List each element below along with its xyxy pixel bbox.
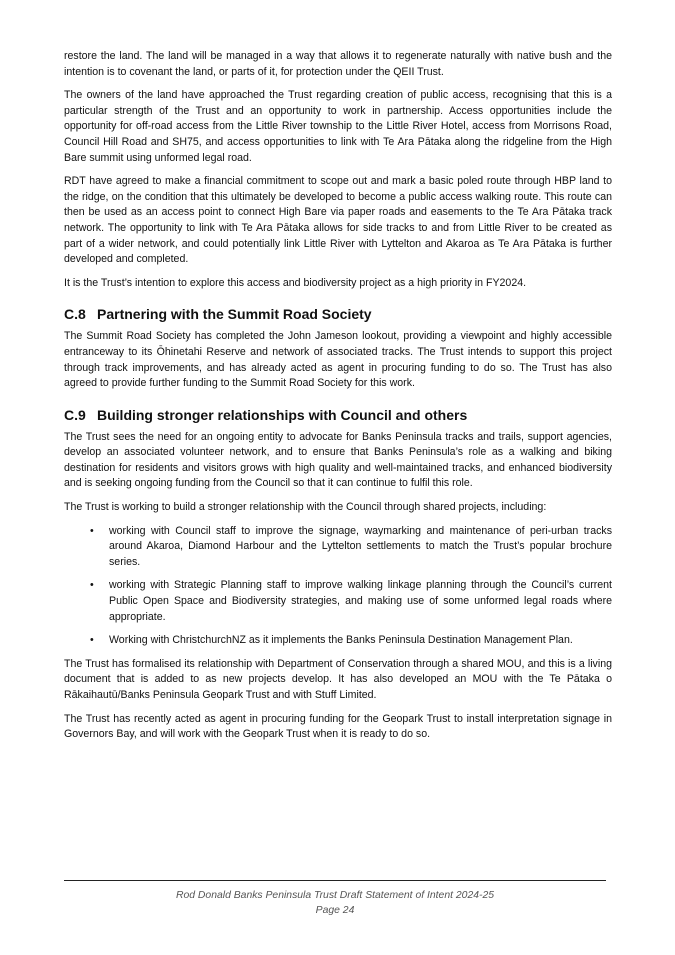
section-title: Building stronger relationships with Council and others: [97, 406, 468, 423]
list-item-text: Working with ChristchurchNZ as it implements the Banks Peninsula Destination Management Plan.: [109, 634, 573, 647]
page-body: [64, 49, 612, 751]
section-heading-c9: [64, 406, 612, 424]
footer-divider: [64, 880, 606, 881]
section-title: Partnering with the Summit Road Society: [97, 306, 372, 323]
body-paragraph: The Trust has formalised its relationship with Department of Conservation through a shared MOU, and this is a living document that is added to as new projects develop. It has also developed an MOU with the Te Pātaka o Rākaihautū/Banks Peninsula Geopark Trust and with Stuff Limited.: [64, 657, 612, 701]
bullet-icon: •: [90, 524, 94, 537]
bullet-icon: •: [90, 634, 94, 647]
section-number: C.8: [64, 306, 86, 323]
list-item-text: working with Strategic Planning staff to improve walking linkage planning through the Council’s current Public Open Space and Biodiversity strategies, and making use of some unformed legal roads where appropriate.: [109, 579, 612, 623]
page-footer: [64, 888, 606, 918]
body-paragraph: The Trust sees the need for an ongoing entity to advocate for Banks Peninsula tracks and trails, support agencies, develop an associated volunteer network, and to ensure that Banks Peninsula’s role as a walking and biking destination for residents and visitors grows with high quality and well-maintained tracks, and enhanced biodiversity and is seeking ongoing funding from the Council so that it can continue to fulfil this role.: [64, 430, 612, 490]
list-item-text: working with Council staff to improve the signage, waymarking and maintenance of peri-urban tracks around Akaroa, Diamond Harbour and the Lyttelton settlements to match the Trust’s popular brochure series.: [109, 524, 612, 568]
body-paragraph: RDT have agreed to make a financial commitment to scope out and mark a basic poled route through HBP land to the ridge, on the condition that this ultimately be developed to become a public access walking route. This route can then be used as an access point to connect High Bare via paper roads and easements to the Te Ara Pātaka track network. The opportunity to link with Te Ara Pātaka allows for side tracks to and from Little River to be created as part of a wider network, and could potentially link Little River with Lyttelton and Akaroa as Te Ara Pātaka is further developed and completed.: [64, 175, 612, 266]
list-item: [64, 633, 612, 649]
bullet-icon: •: [90, 579, 94, 592]
projects-bullet-list: [64, 524, 612, 649]
body-paragraph: The Summit Road Society has completed the John Jameson lookout, providing a viewpoint and highly accessible entranceway to its Ōhinetahi Reserve and network of associated tracks. The Trust intends to support this project through track improvements, and has already acted as agent in procuring funding to do so. The Trust has also agreed to provide further funding to the Summit Road Society for this work.: [64, 330, 612, 390]
body-paragraph: The Trust is working to build a stronger relationship with the Council through shared projects, including:: [64, 501, 547, 514]
body-paragraph: The Trust has recently acted as agent in procuring funding for the Geopark Trust to install interpretation signage in Governors Bay, and will work with the Geopark Trust when it is ready to do so.: [64, 712, 612, 741]
section-number: C.9: [64, 406, 86, 423]
footer-page-number: Page 24: [315, 905, 355, 916]
section-heading-c8: [64, 305, 612, 323]
list-item: [64, 524, 612, 571]
list-item: [64, 578, 612, 625]
body-paragraph: restore the land. The land will be managed in a way that allows it to regenerate naturally with native bush and the intention is to covenant the land, or parts of it, for protection under the QEII Trust.: [64, 50, 612, 78]
body-paragraph: It is the Trust’s intention to explore this access and biodiversity project as a high priority in FY2024.: [64, 276, 527, 289]
body-paragraph: The owners of the land have approached the Trust regarding creation of public access, recognising that this is a particular strength of the Trust and an opportunity to work in partnership. Access opportunities include the opportunity for off-road access from the Little River township to the Little River Hotel, access from Morrisons Road, Council Hill Road and SH75, and access opportunities to link with Te Ara Pātaka along the ridgeline from the High Bare summit using unformed legal road.: [64, 89, 612, 164]
footer-document-title: Rod Donald Banks Peninsula Trust Draft Statement of Intent 2024-25: [175, 890, 495, 901]
